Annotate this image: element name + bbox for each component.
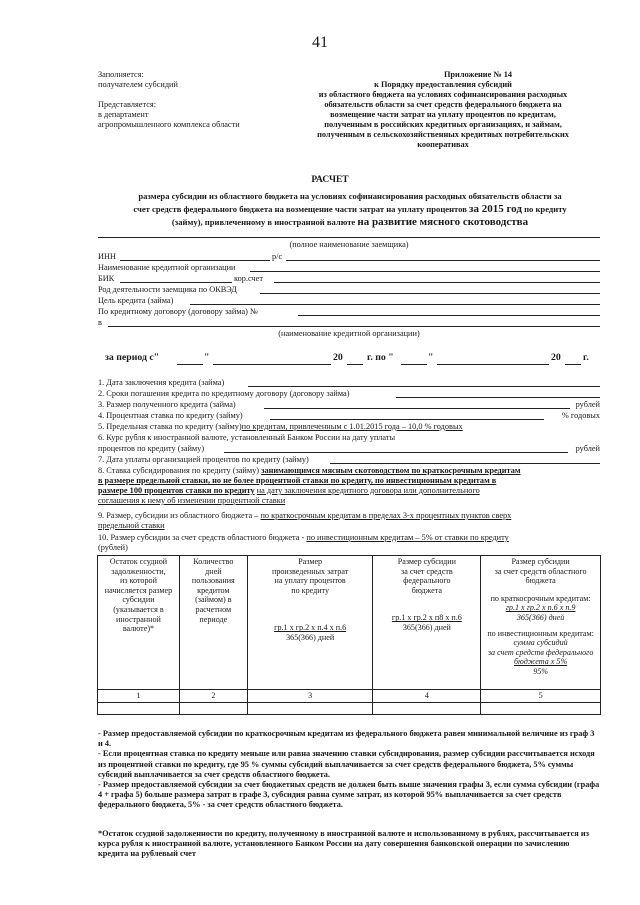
col3-header: Размер произведенных затрат на уплату процентов по кредиту гр.1 х гр.2 х п.4 х п.6 365(366) дней [247, 556, 373, 690]
appendix-line-5: полученным в сельскохозяйственных кредитных потребительских [317, 130, 569, 139]
filled-label: Заполняется: [98, 70, 144, 79]
item-6-line-2: процентов по кредиту (займу) рублей [98, 444, 600, 453]
notes-block [98, 729, 601, 811]
item-3: 3. Размер полученного кредита (займа) рублей [98, 400, 600, 409]
filled-by: получателем субсидий [98, 80, 178, 89]
col5-header: Размер субсидии за счет средств областного бюджета по краткосрочным кредитам: гр.1 х гр.2 х п.6 х п.9 365(366) дней по инвестиционным кредитам: сумма субсидий за счет средств федерального бюджета х 5% 95% [481, 556, 601, 690]
appendix-line-2: обязательств области за счет средств федерального бюджета на [324, 100, 562, 109]
note-2: - Если процентная ставка по кредиту меньше или равна значению ставки субсидирования, размер субсидии рассчитывается исходя из процентной ставки по кредиту, где 95 % суммы субсидий выплачивается за счет средств федерального бюджета, 5% суммы субсидий выплачивается за счет средств областного бюджета. [98, 749, 595, 779]
appendix-line-0: к Порядку предоставления субсидий [374, 80, 512, 89]
col4-formula: гр.1 х гр.2 х п8 х п.6 [391, 613, 462, 623]
table-number-row: 1 2 3 4 5 [98, 690, 601, 703]
col3-formula: гр.1 х гр.2 х п.4 х п.6 [274, 623, 347, 633]
item-7: 7. Дата уплаты организацией процентов по кредиту (займу) [98, 455, 600, 465]
note-3: - Размер предоставляемой субсидии за счет бюджетных средств не должен быть выше значения графы 3, если сумма субсидии (графа 4 + графа 5) больше размера затрат в графе 3, субсидия равна сумме затрат, из которой 95% выплачивается за счет средств федерального бюджета, 5% - за счет средств областного бюджета. [98, 780, 600, 810]
bik-field: БИК кор.счет [98, 274, 600, 284]
item-5: 5. Предельная ставка по кредиту (займу)по кредитам, привлеченным с 1.01.2015 года – 10,0 % годовых [98, 422, 463, 431]
bank-name-field: Наименование кредитной организации [98, 263, 600, 273]
appendix-line-4: полученным в российских кредитных организациях, и займам, [324, 120, 562, 129]
bank-in-field: в [98, 318, 600, 328]
title-line-3: (займу), привлеченному в иностранной валюте на развитие мясного скотоводства [171, 216, 529, 228]
page-number: 41 [312, 34, 328, 51]
submitted-label: Представляется: [98, 100, 157, 109]
item-1: 1. Дата заключения кредита (займа) [98, 378, 600, 388]
item-4: 4. Процентная ставка по кредиту (займу) % годовых [98, 411, 600, 420]
footnote: *Остаток ссудной задолженности по кредиту, полученному в иностранной валюте и использованному в рублях, рассчитывается из курса рубля к иностранной валюте, установленного Банком России на дату совершения банковской операции по зачислению кредита на рублевый счет [98, 829, 589, 859]
okved-field: Род деятельности заемщика по ОКВЭД [98, 285, 600, 295]
inn-field: ИНН р/с [98, 252, 600, 262]
purpose-field: Цель кредита (займа) [98, 296, 600, 306]
period-line: за период с" " 20 г. по " " 20 г. [105, 352, 589, 363]
left-header [98, 70, 298, 130]
calculation-table [97, 555, 601, 715]
appendix-line-1: из областного бюджета на условиях софинансирования расходных [318, 90, 568, 99]
item-6-line-1: 6. Курс рубля к иностранной валюте, установленный Банком России на дату уплаты [98, 433, 396, 442]
appendix-block [283, 70, 603, 150]
item-9: 9. Размер, субсидии из областного бюджета – по краткосрочным кредитам в пределах 3-х процентных пунктов сверх предельной ставки [98, 511, 512, 530]
table-data-row[interactable] [98, 702, 601, 714]
item-10: 10. Размер субсидии за счет средств областного бюджета - по инвестиционным кредитам – 5% от ставки по кредиту (рублей) [98, 533, 509, 552]
col1-header: Остаток ссудной задолженности, из которой начисляется размер субсидии (указывается в иностранной валюте)* [98, 556, 180, 690]
appendix-title: Приложение № 14 [443, 70, 513, 79]
contract-field: По кредитному договору (договору займа) № [98, 307, 600, 317]
submitted-to-2: агропромышленного комплекса области [98, 120, 240, 129]
note-1: - Размер предоставляемой субсидии по краткосрочным кредитам из федерального бюджета равен минимальной величине из граф 3 и 4. [98, 729, 595, 749]
item-2: 2. Сроки погашения кредита по кредитному договору (договору займа) [98, 389, 600, 399]
appendix-line-6: кооперативах [417, 140, 469, 149]
item-8: 8. Ставка субсидирования по кредиту (займу) занимающимся мясным скотоводством по краткосрочным кредитам в размере предельной ставки, но не более процентной ставки по кредиту, по инвестиционным кредитам в размере 100 процентов ставки по кредиту на дату заключения кредитного договора или дополнительного соглашения к нему об изменении процентной ставки [98, 466, 521, 505]
document-heading: РАСЧЕТ [311, 175, 349, 185]
title-line-1: размера субсидии из областного бюджета на условиях софинансирования расходных обязательств области за [138, 191, 562, 201]
submitted-to-1: в департамент [98, 110, 149, 119]
org-caption: (наименование кредитной организации) [278, 329, 420, 338]
borrower-name-caption: (полное наименование заемщика) [289, 240, 409, 249]
borrower-name-line [98, 237, 600, 238]
col4-header: Размер субсидии за счет средств федерального бюджета гр.1 х гр.2 х п8 х п.6 365(366) дней [373, 556, 481, 690]
table-header-row [98, 556, 601, 690]
title-line-2: счет средств федерального бюджета на возмещение части затрат на уплату процентов за 2015 год по кредиту [133, 203, 567, 215]
appendix-line-3: возмещение части затрат на уплату процентов по кредитам, [330, 110, 556, 119]
document-title [90, 190, 610, 229]
col2-header: Количество дней пользования кредитом (займом) в расчетном периоде [179, 556, 247, 690]
